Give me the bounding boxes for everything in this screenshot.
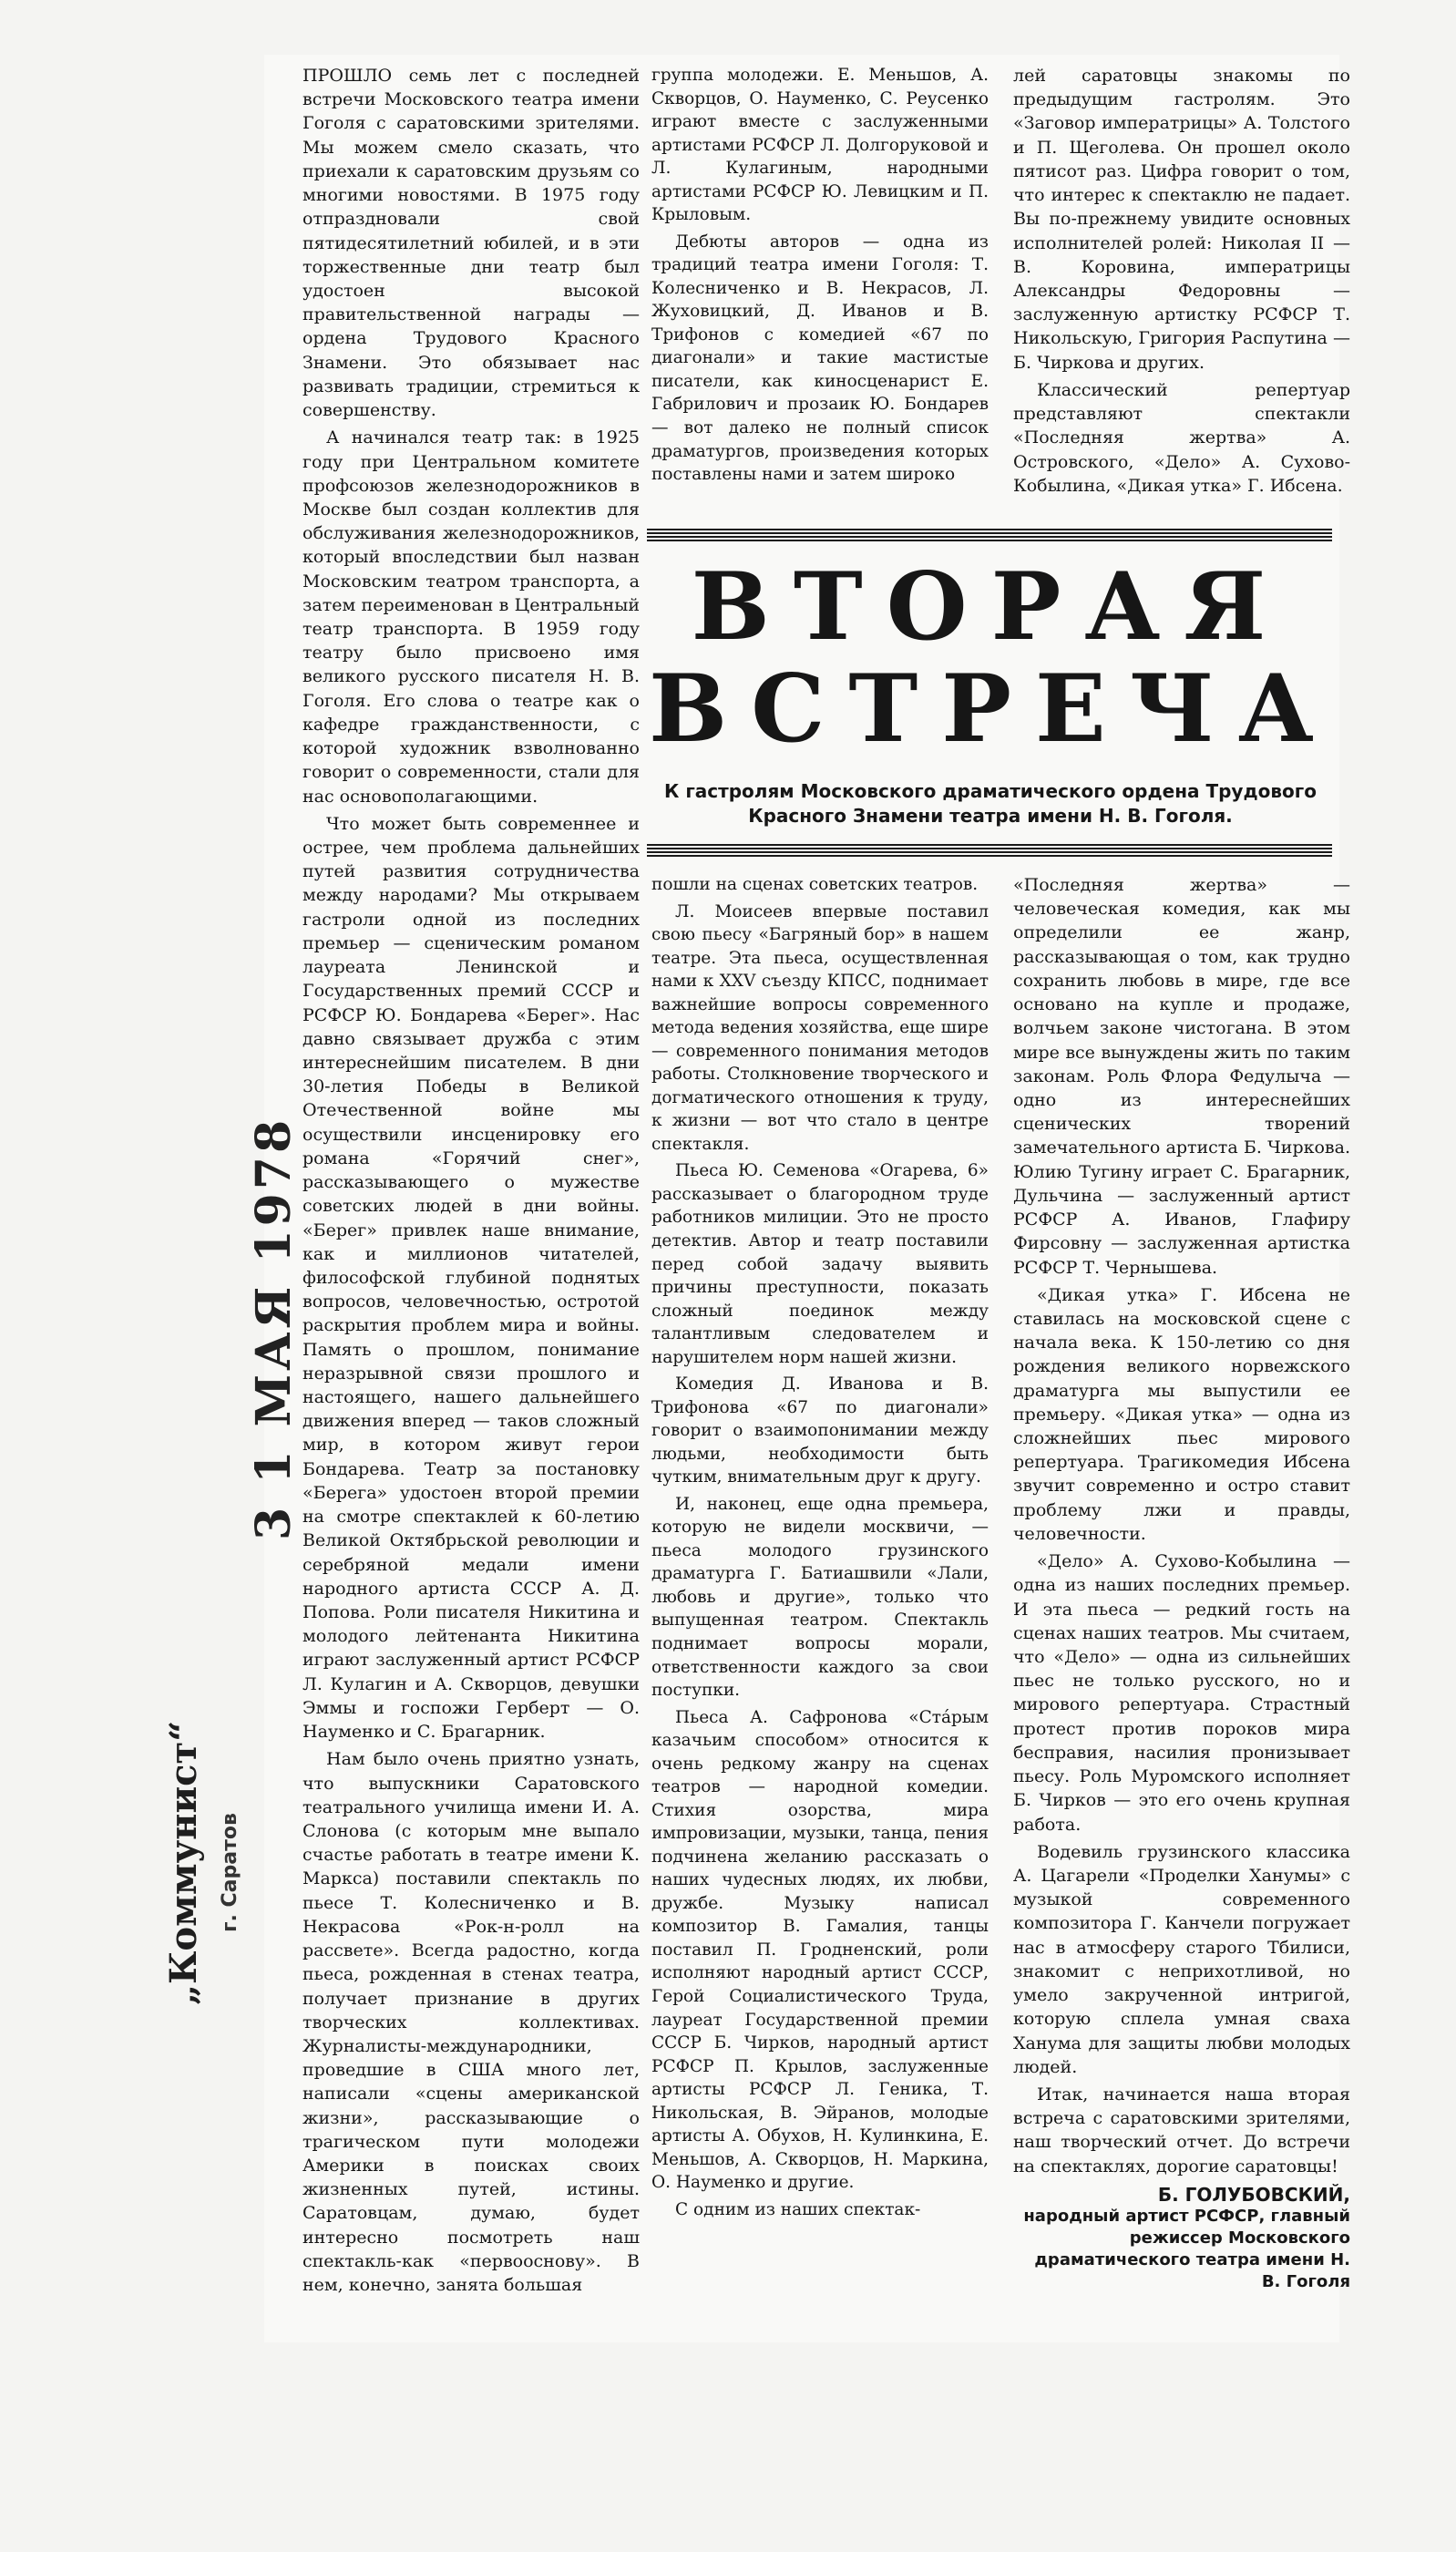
paragraph: Итак, начинается наша вторая встреча с саратовскими зрителями, наш творческий отчет. До встречи на спектаклях, дорогие саратовцы! — [1013, 2084, 1350, 2176]
paragraph: Пьеса А. Сафронова «Стáрым казачьим способом» относится к очень редкому жанру на сценах театров — народной комедии. Стихия озорства, мира импровизации, музыки, танца, пения подчинена желанию рассказать о наших чудесных людях, их любви, дружбе. Музыку написал композитор В. Гамалия, танцы поставил П. Гродненский, роли исполняют народный артист СССР, Герой Социалистического Труда, лауреат Государственной премии СССР Б. Чирков, народный артист РСФСР П. Крылов, заслуженные артисты РСФСР Л. Геника, Т. Никольская, В. Эйранов, молодые артисты А. Обухов, Н. Кулинкина, Е. Меньшов, А. Скворцов, Н. Маркина, О. Науменко и другие. — [651, 1707, 989, 2193]
article-column-2-bottom — [651, 873, 989, 2295]
date-stamp: 3 1 МАЯ 1978 — [246, 1116, 302, 1540]
paragraph: Комедия Д. Иванова и В. Трифонова «67 по диагонали» говорит о взаимопонимании между людьми, необходимости быть чутким, внимательным друг к другу. — [651, 1374, 989, 1487]
article-column-1 — [302, 64, 640, 2306]
paragraph: «Последняя жертва» — человеческая комедия, как мы определили ее жанр, рассказывающая о том, как трудно сохранить любовь в мире, где все основано на купле и продаже, волчьем законе чистогана. В этом мире все вынуждены жить по таким законам. Роль Флора Федулыча — одно из интереснейших сценических творений замечательного артиста Б. Чиркова. Юлию Тугину играет С. Брагарник, Дульчина — заслуженный артист РСФСР А. Иванов, Глафиру Фирсовну — заслуженная артистка РСФСР Т. Чернышева. — [1013, 875, 1350, 1278]
headline-line-2: ВСТРЕЧА — [649, 654, 1338, 764]
paragraph: лей саратовцы знакомы по предыдущим гастролям. Это «Заговор императрицы» А. Толстого и П. Щеголева. Он прошел около пятисот раз. Цифра говорит о том, что интерес к спектаклю не падает. Вы по-прежнему увидите основных исполнителей ролей: Николая II — В. Коровина, императрицы Александры Федоровны — заслуженную артистку РСФСР Т. Никольскую, Григория Распутина — Б. Чиркова и других. — [1013, 66, 1350, 373]
paragraph: «Дело» А. Сухово-Кобылина — одна из наших последних премьер. И эта пьеса — редкий гость на сценах наших театров. Мы считаем, что «Дело» — одна из сильнейших пьес не только русского, но и мирового репертуара. Страстный протест против пороков мира бесправия, насилия пронизывает пьесу. Роль Муромского исполняет Б. Чирков — это его очень крупная работа. — [1013, 1551, 1350, 1835]
paragraph: С одним из наших спектак- — [675, 2199, 921, 2219]
paragraph: «Дикая утка» Г. Ибсена не ставилась на московской сцене с начала века. К 150-летию со дня рождения великого норвежского драматурга мы выпустили ее премьеру. «Дикая утка» — одна из сложнейших пьес мирового репертуара. Трагикомедия Ибсена звучит современно и остро ставит проблему лжи и правды, человечности. — [1013, 1284, 1350, 1544]
article-column-2-top — [651, 64, 989, 520]
subheadline: К гастролям Московского драматического ордена Трудового Красного Знамени театра имени Н. В. Гоголя. — [664, 780, 1317, 827]
article-column-3-bottom — [1013, 873, 1350, 2295]
headline-line-1: ВТОРАЯ — [691, 552, 1290, 662]
newspaper-city-stamp: г. Саратов — [219, 1813, 241, 1932]
paragraph: Классический репертуар представляют спектакли «Последняя жертва» А. Островского, «Дело» А. Сухово-Кобылина, «Дикая утка» Г. Ибсена. — [1013, 379, 1350, 496]
author-signature — [1013, 2184, 1350, 2293]
paragraph: ПРОШЛО семь лет с последней встречи Московского театра имени Гоголя с саратовскими зрителями. Мы можем смело сказать, что приехали к саратовским друзьям со многими новостями. В 1975 году отпраздновали свой пятидесятилетний юбилей, и в эти торжественные дни театр был удостоен высокой правительственной награды — ордена Трудового Красного Знамени. Это обязывает нас развивать традиции, стремиться к совершенству. — [302, 66, 640, 421]
author-title: народный артист РСФСР, главный режиссер Московского драматического театра имени Н. В. Гоголя — [1023, 2206, 1350, 2291]
paragraph: группа молодежи. Е. Меньшов, А. Скворцов, О. Науменко, С. Реусенко играют вместе с заслуженными артистами РСФСР Л. Долгоруковой и Л. Кулагиным, народными артистами РСФСР Ю. Левицким и П. Крыловым. — [651, 66, 989, 225]
paragraph: Что может быть современнее и острее, чем проблема дальнейших путей развития сотрудничества между народами? Мы открываем гастроли одной из последних премьер — сценическим романом лауреата Ленинской и Государственных премий СССР и РСФСР Ю. Бондарева «Берег». Нас давно связывает дружба с этим интереснейшим писателем. В дни 30-летия Победы в Великой Отечественной войне мы осуществили инсценировку его романа «Горячий снег», рассказывающего о мужестве советских людей в дни войны. «Берег» привлек наше внимание, как и миллионов читателей, философской глубиной поднятых вопросов, человечностью, остротой раскрытия проблем мира и войны. Память о прошлом, понимание неразрывной связи прошлого и настоящего, нашего дальнейшего движения вперед — таков сложный мир, в котором живут герои Бондарева. Театр за постановку «Берега» удостоен второй премии на смотре спектаклей к 60-летию Великой Октябрьской революции и серебряной медали имени народного артиста СССР А. Д. Попова. Роли писателя Никитина и молодого лейтенанта Никитина играют заслуженный артист РСФСР Л. Кулагин и А. Скворцов, девушки Эммы и госпожи Герберт — О. Науменко и С. Брагарник. — [302, 813, 640, 1743]
author-name: Б. ГОЛУБОВСКИЙ, — [1157, 2183, 1350, 2206]
paragraph: Л. Моисеев впервые поставил свою пьесу «Багряный бор» в нашем театре. Эта пьеса, осуществленная нами к XXV съезду КПСС, поднимает важнейшие вопросы современного метода ведения хозяйства, еще шире — современного понимания методов работы. Столкновение творческого и догматического отношения к труду, к жизни — вот что стало в центре спектакля. — [651, 901, 989, 1154]
article-column-3-top — [1013, 64, 1350, 520]
paragraph: Пьеса Ю. Семенова «Огарева, 6» рассказывает о благородном труде работников милиции. Это не просто детектив. Автор и театр поставили перед собой задачу выявить причины преступности, показать сложный поединок между талантливым следователем и нарушителем норм нашей жизни. — [651, 1161, 989, 1367]
paragraph: Нам было очень приятно узнать, что выпускники Саратовского театрального училища имени И. А. Слонова (с которым мне выпало счастье работать в театре имени К. Маркса) поставили спектакль по пьесе Т. Колесниченко и В. Некрасова «Рок-н-ролл на рассвете». Всегда радостно, когда пьеса, рожденная в стенах театра, получает признание в других творческих коллективах. Журналисты-международники, проведшие в США много лет, написали «сцены американской жизни», рассказывающие о трагическом пути молодежи Америки в поисках своих жизненных путей, истины. Саратовцам, думаю, будет интересно посмотреть наш спектакль-как «первооснову». В нем, конечно, занята большая — [302, 1749, 640, 2296]
paragraph: пошли на сценах советских театров. — [651, 875, 979, 894]
newspaper-name-stamp: „Коммунист“ — [162, 1720, 205, 2005]
paragraph: Дебюты авторов — одна из традиций театра имени Гоголя: Т. Колесниченко и В. Некрасов, Л. Жуховицкий, Д. Иванов и В. Трифонов с комедией «67 по диагонали» и такие мастистые писатели, как киносценарист Е. Габрилович и прозаик Ю. Бондарев — вот далеко не полный список драматургов, произведения которых поставлены нами и затем широко — [651, 232, 989, 485]
headline-rule-top — [647, 529, 1332, 543]
paragraph: И, наконец, еще одна премьера, которую не видели москвичи, — пьеса молодого грузинского драматурга Г. Батиашвили «Лали, любовь и другие», только что выпущенная театром. Спектакль поднимает вопросы морали, ответственности каждого за свои поступки. — [651, 1494, 989, 1701]
paragraph: Водевиль грузинского классика А. Цагарели «Проделки Ханумы» с музыкой современного композитора Г. Канчели погружает нас в атмосферу старого Тбилиси, знакомит с неприхотливой, но умело закрученной интригой, которую сплела умная сваха Ханума для защиты любви молодых людей. — [1013, 1841, 1350, 2077]
headline-rule-bottom — [647, 844, 1332, 859]
headline — [649, 552, 1338, 764]
paragraph: А начинался театр так: в 1925 году при Центральном комитете профсоюзов железнодорожников в Москве был создан коллектив для обслуживания железнодорожников, который впоследствии был назван Московским театром транспорта, а затем переименован в Центральный театр транспорта. В 1959 году театру было присвоено имя великого русского писателя Н. В. Гоголя. Его слова о театре как о кафедре гражданственности, с которой художник взволнованно говорит о современности, стали для нас основополагающими. — [302, 427, 640, 807]
